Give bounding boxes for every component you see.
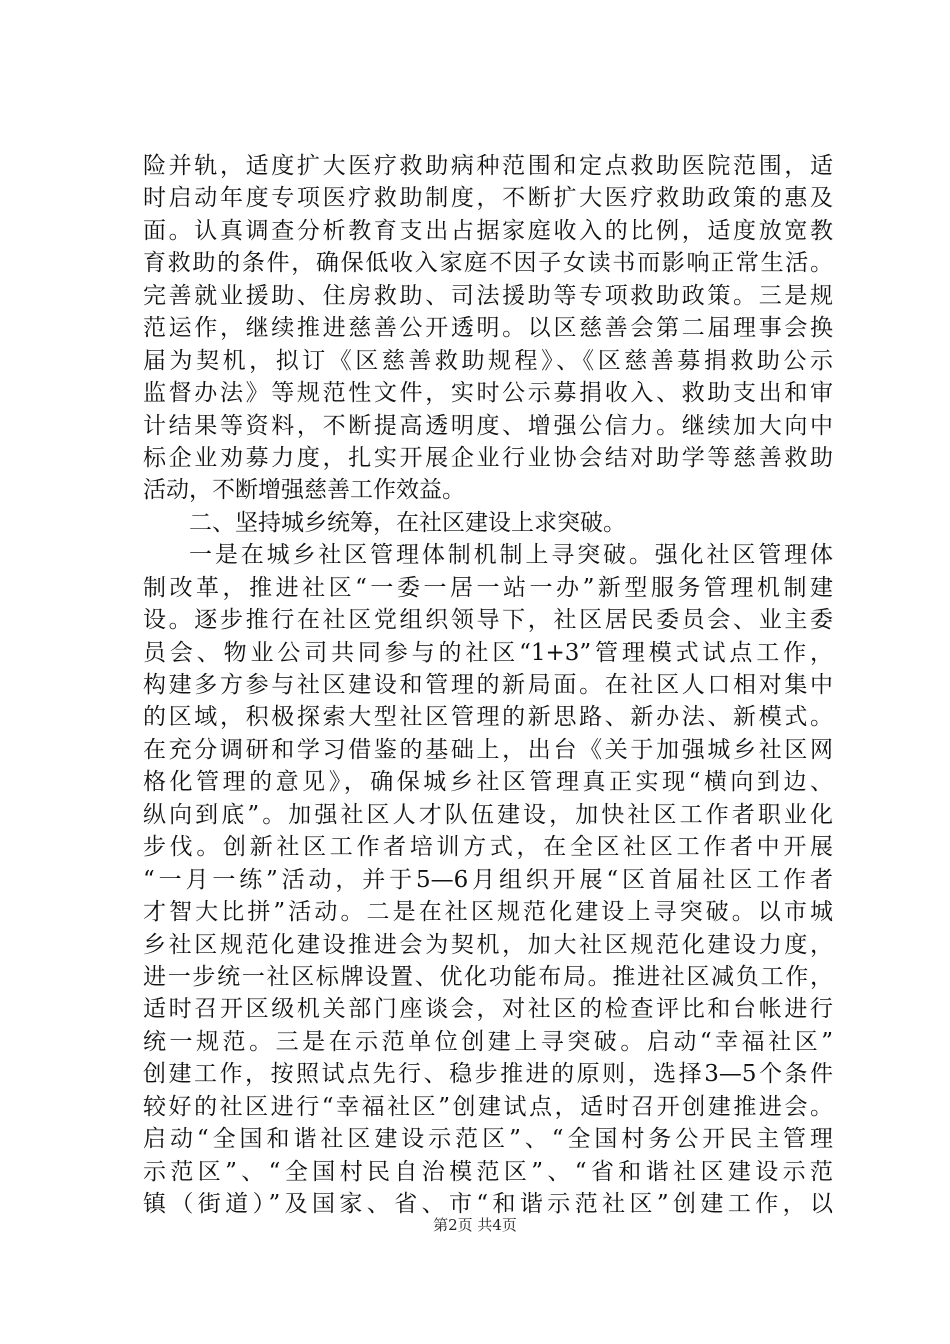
text-line: 二、坚持城乡统筹，在社区建设上求突破。 [189, 509, 626, 536]
text-line: 时启动年度专项医疗救助制度，不断扩大医疗救助政策的惠及 [143, 185, 833, 212]
page-footer: 第2页 共4页 [433, 1216, 517, 1234]
text-line: 镇（街道）”及国家、省、市“和谐示范社区”创建工作，以 [143, 1191, 833, 1217]
text-line: 乡社区规范化建设推进会为契机，加大社区规范化建设力度， [143, 931, 833, 958]
text-line: 进一步统一社区标牌设置、优化功能布局。推进社区减负工作， [143, 963, 833, 990]
text-line: 在充分调研和学习借鉴的基础上，出台《关于加强城乡社区网 [143, 736, 833, 763]
text-line: 监督办法》等规范性文件，实时公示募捐收入、救助支出和审 [143, 380, 833, 407]
text-line: 制改革，推进社区“一委一居一站一办”新型服务管理机制建 [143, 574, 833, 601]
text-line: 完善就业援助、住房救助、司法援助等专项救助政策。三是规 [143, 282, 833, 309]
text-line: 面。认真调查分析教育支出占据家庭收入的比例，适度放宽教 [143, 217, 833, 244]
text-line: 险并轨，适度扩大医疗救助病种范围和定点救助医院范围，适 [143, 153, 833, 179]
text-line: 统一规范。三是在示范单位创建上寻突破。启动“幸福社区” [143, 1028, 833, 1055]
text-line: 标企业劝募力度，扎实开展企业行业协会结对助学等慈善救助 [143, 444, 833, 471]
text-line: 育救助的条件，确保低收入家庭不因子女读书而影响正常生活。 [143, 250, 833, 277]
text-line: “一月一练”活动，并于5—6月组织开展“区首届社区工作者 [143, 866, 833, 893]
text-line: 启动“全国和谐社区建设示范区”、“全国村务公开民主管理 [143, 1126, 833, 1153]
text-line: 范运作，继续推进慈善公开透明。以区慈善会第二届理事会换 [143, 315, 833, 342]
text-line: 构建多方参与社区建设和管理的新局面。在社区人口相对集中 [143, 672, 833, 698]
text-line: 届为契机，拟订《区慈善救助规程》、《区慈善募捐救助公示 [143, 347, 833, 374]
text-line: 创建工作，按照试点先行、稳步推进的原则，选择3—5个条件 [143, 1061, 833, 1088]
text-line: 设。逐步推行在社区党组织领导下，社区居民委员会、业主委 [143, 607, 833, 634]
text-line: 较好的社区进行“幸福社区”创建试点，适时召开创建推进会。 [143, 1093, 833, 1120]
text-line: 计结果等资料，不断提高透明度、增强公信力。继续加大向中 [143, 412, 833, 439]
text-line: 格化管理的意见》，确保城乡社区管理真正实现“横向到边、 [143, 769, 833, 796]
text-line: 示范区”、“全国村民自治模范区”、“省和谐社区建设示范 [143, 1158, 833, 1185]
text-line: 纵向到底”。加强社区人才队伍建设，加快社区工作者职业化 [143, 801, 833, 828]
text-line: 活动，不断增强慈善工作效益。 [143, 477, 465, 504]
text-line: 才智大比拼”活动。二是在社区规范化建设上寻突破。以市城 [143, 899, 833, 926]
text-line: 适时召开区级机关部门座谈会，对社区的检查评比和台帐进行 [143, 996, 833, 1023]
text-line: 的区域，积极探索大型社区管理的新思路、新办法、新模式。 [143, 704, 833, 731]
document-body [143, 150, 833, 1220]
text-line: 员会、物业公司共同参与的社区“1+3”管理模式试点工作， [143, 639, 833, 666]
text-line: 一是在城乡社区管理体制机制上寻突破。强化社区管理体 [189, 542, 833, 569]
text-line: 步伐。创新社区工作者培训方式，在全区社区工作者中开展 [143, 834, 833, 861]
